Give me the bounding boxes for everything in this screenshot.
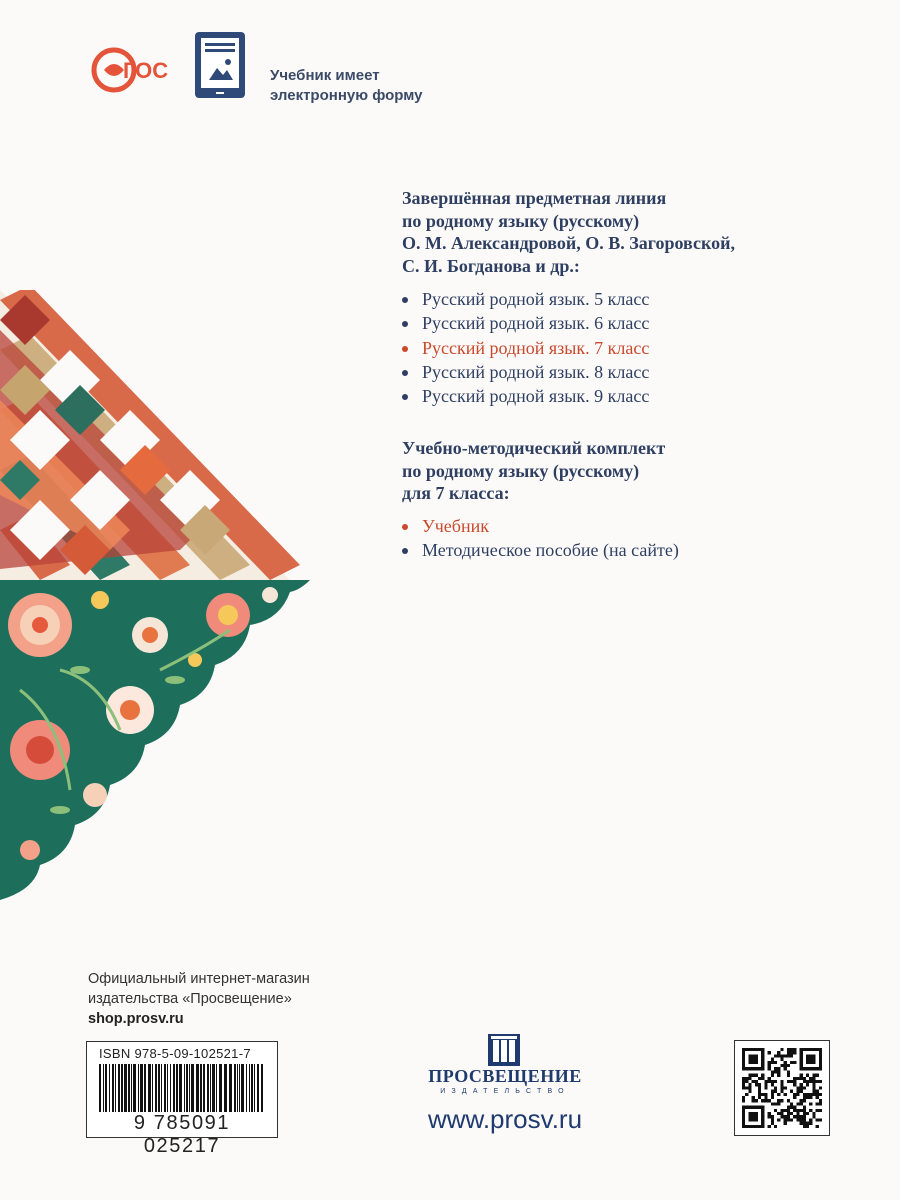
kit-heading-line: Учебно-методический комплект xyxy=(402,438,666,458)
kit-heading-line: по родному языку (русскому) xyxy=(402,460,640,481)
publisher-logo-icon xyxy=(488,1034,520,1066)
qr-code-box[interactable] xyxy=(734,1040,830,1136)
qr-code-icon xyxy=(742,1048,822,1128)
shop-info xyxy=(88,969,310,1029)
series-heading-line: Завершённая предметная линия xyxy=(402,188,667,208)
list-item: Русский родной язык. 9 класс xyxy=(402,384,649,408)
shop-url-link[interactable]: shop.prosv.ru xyxy=(88,1011,184,1027)
eform-line-1: Учебник имеет xyxy=(270,67,380,84)
series-book-list xyxy=(402,287,649,408)
floral-panel xyxy=(0,580,310,900)
publisher-subtitle: ИЗДАТЕЛЬСТВО xyxy=(440,1088,570,1095)
decorative-ornament xyxy=(0,290,320,910)
list-item-current: Русский родной язык. 7 класс xyxy=(402,336,649,360)
series-heading-line: С. И. Богданова и др.: xyxy=(402,255,580,276)
publisher-url-link[interactable]: www.prosv.ru xyxy=(427,1104,583,1134)
barcode-icon xyxy=(99,1064,265,1112)
tablet-icon xyxy=(193,30,247,100)
isbn-label: ISBN 978-5-09-102521-7 xyxy=(99,1046,251,1061)
kit-list xyxy=(402,514,679,563)
fgos-logo-text: ГОС xyxy=(123,58,168,83)
shop-line-1: Официальный интернет-магазин xyxy=(88,971,310,987)
list-item: Русский родной язык. 5 класс xyxy=(402,287,649,311)
list-item-current: Учебник xyxy=(402,514,679,538)
quilt-lattice xyxy=(0,290,300,580)
fgos-logo xyxy=(90,40,168,100)
isbn-barcode-box xyxy=(86,1041,278,1157)
list-item: Русский родной язык. 6 класс xyxy=(402,311,649,335)
list-item: Русский родной язык. 8 класс xyxy=(402,360,649,384)
electronic-form-note xyxy=(270,66,423,106)
shop-line-2: издательства «Просвещение» xyxy=(88,991,292,1007)
list-item: Методическое пособие (на сайте) xyxy=(402,538,679,562)
series-heading xyxy=(402,187,735,277)
ean-digits: 9 785091 025217 xyxy=(133,1112,231,1157)
publisher-name: ПРОСВЕЩЕНИЕ xyxy=(428,1066,582,1086)
series-heading-line: О. М. Александровой, О. В. Загоровской, xyxy=(402,233,735,253)
kit-heading-line: для 7 класса: xyxy=(402,483,510,503)
kit-heading xyxy=(402,437,665,505)
series-heading-line: по родному языку (русскому) xyxy=(402,210,640,231)
eform-line-2: электронную форму xyxy=(270,87,423,104)
